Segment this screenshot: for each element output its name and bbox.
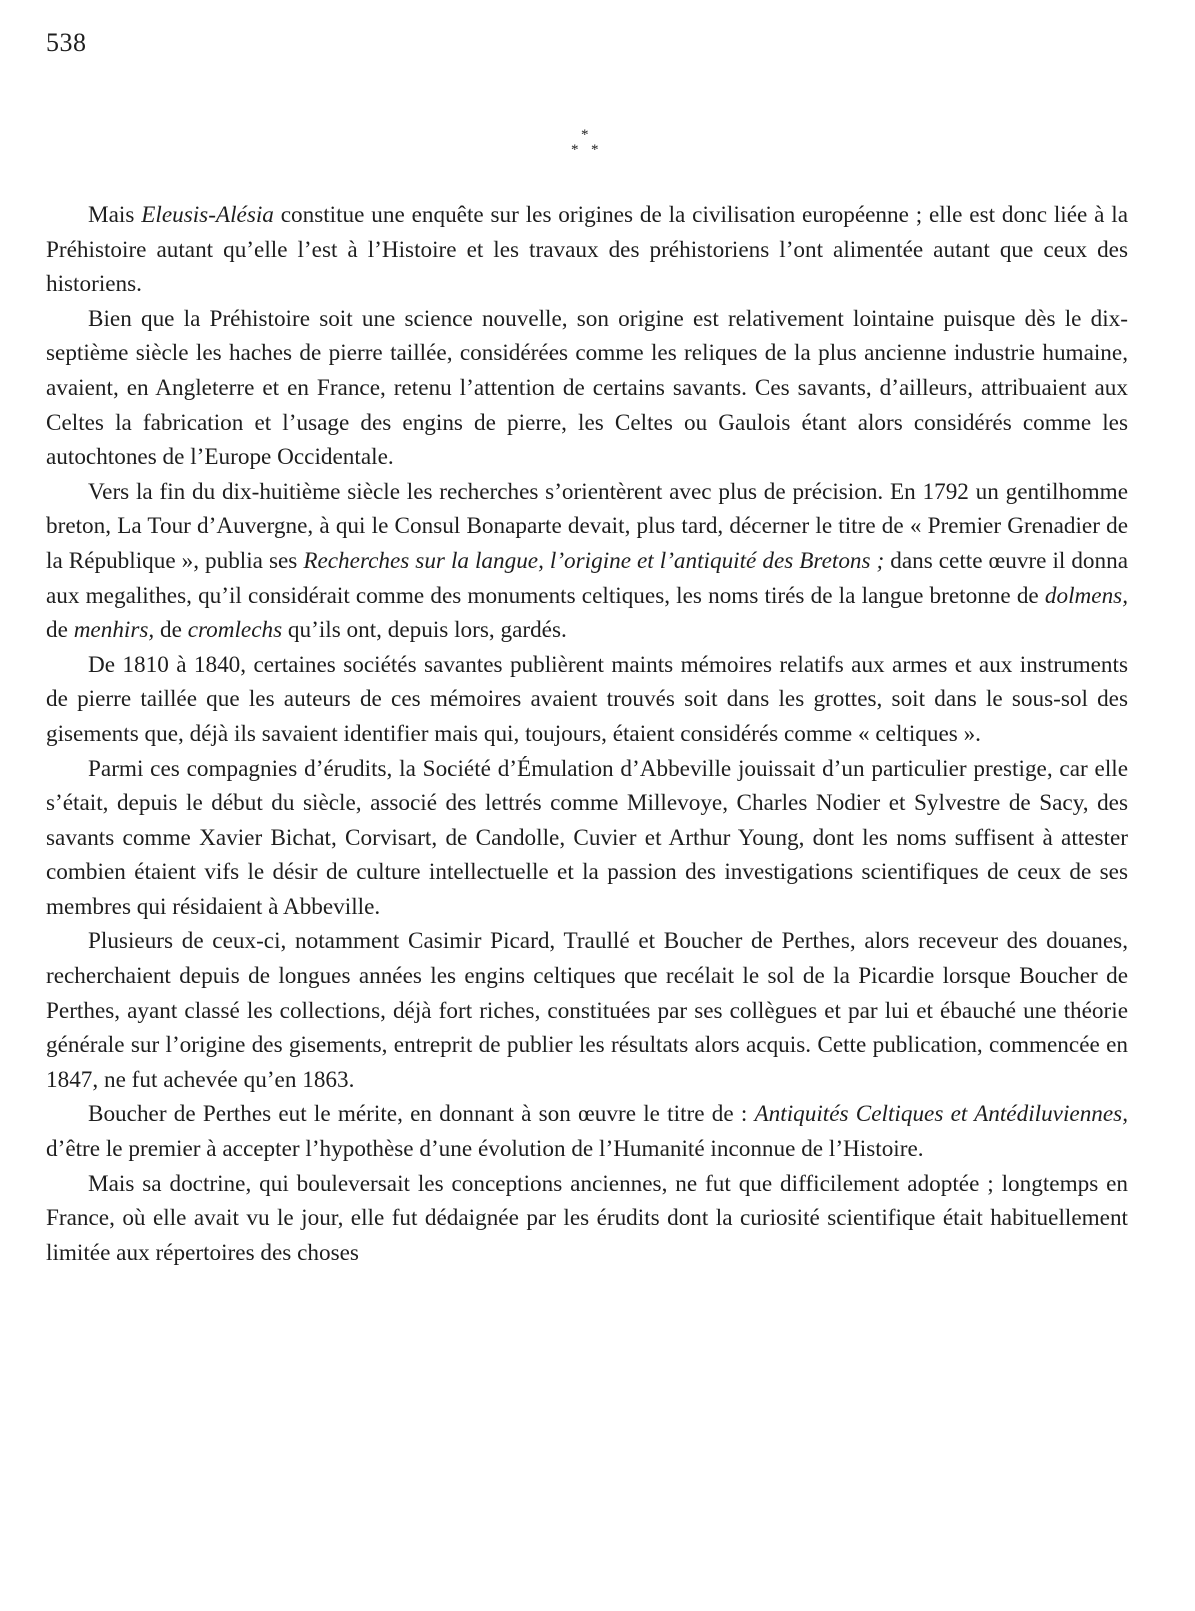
- paragraph: [46, 302, 1128, 475]
- text-run: Parmi ces compagnies d’érudits, la Société d’Émulation d’Abbeville jouissait d’un particulier prestige, car elle s’était, depuis le début du siècle, associé des lettrés comme Millevoye, Charles Nodier et Sylvestre de Sacy, des savants comme Xavier Bichat, Corvisart, de Candolle, Cuvier et Arthur Young, dont les noms suffisent à attester combien étaient vifs le désir de culture intellectuelle et la passion des investigations scientifiques de ceux de ses membres qui résidaient à Abbeville.: [46, 755, 1128, 920]
- paragraph: [46, 752, 1128, 925]
- section-break-asterism: [560, 128, 620, 168]
- asterisk-icon: *: [591, 142, 599, 158]
- italic-run: cromlechs: [187, 617, 283, 644]
- text-run: constitue une enquête sur les origines de la civilisation européenne ; elle est donc liée à la Préhistoire autant qu’elle l’est à l’Histoire et les travaux des préhistoriens l’ont alimentée autant que ceux des historiens.: [46, 202, 1128, 298]
- text-run: Mais: [88, 202, 142, 228]
- italic-run: Recherches sur la langue, l’origine et l’antiquité des Bretons ;: [303, 547, 885, 574]
- text-run: de: [46, 617, 74, 644]
- paragraph: [46, 648, 1128, 752]
- italic-run: dolmens,: [1044, 582, 1128, 609]
- paragraph: [46, 924, 1128, 1097]
- paragraph: [46, 475, 1128, 648]
- paragraph: [46, 198, 1128, 302]
- text-run: Vers la fin du dix-huitième siècle les recherches s’orientèrent avec plus de précision. En 1792 un gentilhomme breton, La Tour d’Auvergne, à qui le Consul Bonaparte devait, plus tard, décerner le titre de « Premier Grenadier de la République », publia ses: [46, 478, 1128, 574]
- asterisk-icon: *: [571, 142, 579, 158]
- text-run: Mais sa doctrine, qui bouleversait les conceptions anciennes, ne fut que difficilement adoptée ; longtemps en France, où elle avait vu le jour, elle fut dédaignée par les érudits dont la curiosité scientifique était habituellement limitée aux répertoires des choses: [46, 1170, 1128, 1266]
- text-run: De 1810 à 1840, certaines sociétés savantes publièrent maints mémoires relatifs aux armes et aux instruments de pierre taillée que les auteurs de ces mémoires avaient trouvés soit dans les grottes, soit dans le sous-sol des gisements que, déjà ils savaient identifier mais qui, toujours, étaient considérés comme « celtiques ».: [46, 651, 1128, 747]
- italic-run: Eleusis-Alésia: [141, 202, 274, 228]
- text-run: de: [154, 617, 188, 644]
- text-run: qu’ils ont, depuis lors, gardés.: [282, 617, 567, 644]
- asterisk-icon: *: [581, 127, 589, 143]
- text-run: d’être le premier à accepter l’hypothèse d’une évolution de l’Humanité inconnue de l’Histoire.: [46, 1136, 924, 1163]
- text-run: Boucher de Perthes eut le mérite, en donnant à son œuvre le titre de :: [88, 1101, 755, 1128]
- paragraph: [46, 1167, 1128, 1271]
- text-run: Plusieurs de ceux-ci, notamment Casimir Picard, Traullé et Boucher de Perthes, alors receveur des douanes, recherchaient depuis de longues années les engins celtiques que recélait le sol de la Picardie lorsque Boucher de Perthes, ayant classé les collections, déjà fort riches, constituées par ses collègues et par lui et ébauché une théorie générale sur l’origine des gisements, entreprit de publier les résultats alors acquis. Cette publication, commencée en 1847, ne fut achevée qu’en 1863.: [46, 928, 1128, 1093]
- italic-run: menhirs,: [73, 617, 155, 644]
- body-text: [46, 198, 1128, 1270]
- paragraph: [46, 1097, 1128, 1166]
- page-number: 538: [46, 28, 87, 57]
- text-run: Bien que la Préhistoire soit une science nouvelle, son origine est relativement lointaine puisque dès le dix-septième siècle les haches de pierre taillée, considérées comme les reliques de la plus ancienne industrie humaine, avaient, en Angleterre et en France, retenu l’attention de certains savants. Ces savants, d’ailleurs, attribuaient aux Celtes la fabrication et l’usage des engins de pierre, les Celtes ou Gaulois étant alors considérés comme les autochtones de l’Europe Occidentale.: [46, 305, 1128, 471]
- text-run: dans cette œuvre il donna aux megalithes, qu’il considérait comme des monuments celtiques, les noms tirés de la langue bretonne de: [46, 547, 1128, 609]
- italic-run: Antiquités Celtiques et Antédiluviennes,: [754, 1101, 1128, 1128]
